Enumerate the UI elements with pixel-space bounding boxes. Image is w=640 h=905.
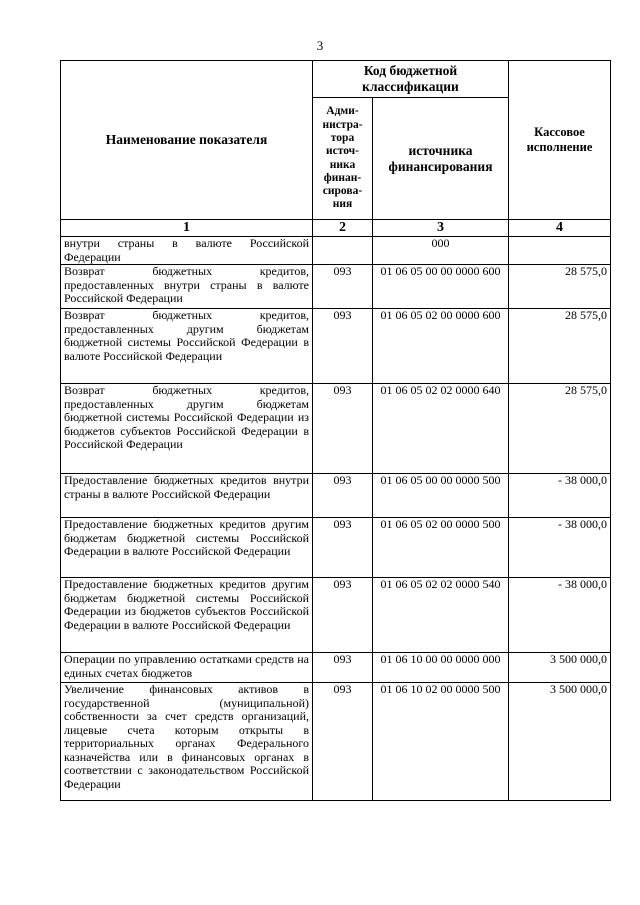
table-row: [61, 653, 611, 683]
row-admin: 093: [313, 518, 373, 578]
header-admin-line: Адми-: [326, 105, 359, 118]
row-amount: 28 575,0: [509, 309, 611, 384]
table-row: [61, 578, 611, 653]
header-cash: [509, 61, 611, 220]
row-source: 01 06 05 00 00 0000 600: [373, 265, 509, 309]
row-admin: 093: [313, 474, 373, 518]
header-admin-line: источ-: [326, 145, 359, 158]
row-amount: - 38 000,0: [509, 474, 611, 518]
header-name: Наименование показателя: [61, 61, 313, 220]
row-amount: 28 575,0: [509, 265, 611, 309]
row-admin: 093: [313, 309, 373, 384]
row-name: Увеличение финансовых активов в государственной (муниципальной) собственности за счет средств организаций, лицевые счета которым открыты в территориальных органах Федерального казначейства или в финансовых органах в соответствии с законодательством Российской Федерации: [61, 683, 313, 801]
row-name: Предоставление бюджетных кредитов внутри страны в валюте Российской Федерации: [61, 474, 313, 518]
col-num-4: 4: [509, 220, 611, 237]
row-source: 000: [373, 237, 509, 265]
header-admin-line: сирова-: [322, 185, 363, 198]
budget-sources-table: [60, 60, 611, 801]
row-source: 01 06 05 02 02 0000 540: [373, 578, 509, 653]
row-amount: 3 500 000,0: [509, 683, 611, 801]
row-source: 01 06 05 00 00 0000 500: [373, 474, 509, 518]
row-amount: - 38 000,0: [509, 518, 611, 578]
table-row: [61, 265, 611, 309]
row-admin: [313, 237, 373, 265]
row-name: Возврат бюджетных кредитов, предоставленных другим бюджетам бюджетной системы Российской Федерации в валюте Российской Федерации: [61, 309, 313, 384]
row-source: 01 06 10 00 00 0000 000: [373, 653, 509, 683]
row-source: 01 06 05 02 02 0000 640: [373, 384, 509, 474]
row-name: внутри страны в валюте Российской Федерации: [61, 237, 313, 265]
col-num-2: 2: [313, 220, 373, 237]
table-row: [61, 683, 611, 801]
row-admin: 093: [313, 578, 373, 653]
table-row: [61, 474, 611, 518]
table-row: [61, 518, 611, 578]
table-row: [61, 309, 611, 384]
row-source: 01 06 10 02 00 0000 500: [373, 683, 509, 801]
header-source-line-2: финансирования: [388, 158, 493, 174]
row-amount: 28 575,0: [509, 384, 611, 474]
header-admin-line: ника: [329, 158, 356, 171]
row-source: 01 06 05 02 00 0000 600: [373, 309, 509, 384]
header-admin-line: тора: [330, 131, 355, 144]
header-admin-line: финан-: [323, 171, 362, 184]
row-admin: 093: [313, 384, 373, 474]
row-name: Операции по управлению остатками средств на единых счетах бюджетов: [61, 653, 313, 683]
row-amount: 3 500 000,0: [509, 653, 611, 683]
header-source-line-1: источника: [408, 142, 473, 158]
row-name: Предоставление бюджетных кредитов другим бюджетам бюджетной системы Российской Федерации из бюджетов субъектов Российской Федерации в валюте Российской Федерации: [61, 578, 313, 653]
header-cash-line-2: исполнение: [526, 140, 593, 154]
row-amount: - 38 000,0: [509, 578, 611, 653]
row-admin: 093: [313, 653, 373, 683]
table-row: [61, 237, 611, 265]
row-name: Возврат бюджетных кредитов, предоставленных внутри страны в валюте Российской Федерации: [61, 265, 313, 309]
col-num-1: 1: [61, 220, 313, 237]
row-name: Предоставление бюджетных кредитов другим бюджетам бюджетной системы Российской Федерации в валюте Российской Федерации: [61, 518, 313, 578]
header-admin-line: ния: [332, 198, 353, 211]
header-admin-line: нистра-: [322, 118, 363, 131]
row-admin: 093: [313, 265, 373, 309]
header-source: [373, 98, 509, 220]
row-source: 01 06 05 02 00 0000 500: [373, 518, 509, 578]
row-amount: [509, 237, 611, 265]
row-admin: 093: [313, 683, 373, 801]
header-cash-line-1: Кассовое: [534, 125, 585, 139]
header-admin: [313, 98, 373, 220]
col-num-3: 3: [373, 220, 509, 237]
table-row: [61, 384, 611, 474]
row-name: Возврат бюджетных кредитов, предоставленных другим бюджетам бюджетной системы Российской Федерации из бюджетов субъектов Российской Федерации в Российской Федерации: [61, 384, 313, 474]
header-code-group: Код бюджетной классификации: [313, 61, 509, 98]
page-number: 3: [316, 38, 324, 53]
